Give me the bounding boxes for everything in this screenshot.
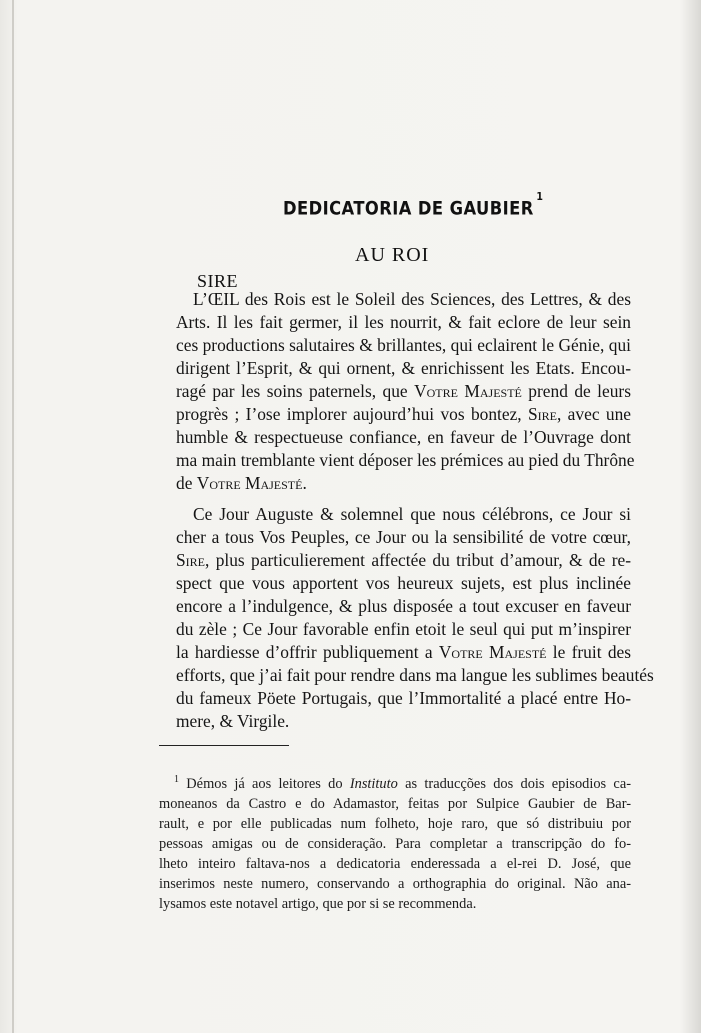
footnote-divider <box>159 745 289 746</box>
dedication-subtitle: AU ROI <box>355 244 430 266</box>
footnote-line: lheto inteiro faltava-nos a dedicatoria enderessada a el-rei D. José, que <box>159 855 631 872</box>
text-line: L’ŒIL des Rois est le Soleil des Sciences, des Lettres, & des <box>193 289 631 309</box>
text-line: spect que vous apportent vos heureux sujets, est plus inclinée <box>176 573 631 593</box>
footnote-line: $^1$ Démos já aos leitores do Instituto as traducções dos dois episodios ca- <box>174 774 632 792</box>
text-line: encore a l’indulgence, & plus disposée a tout excuser en faveur <box>176 596 631 616</box>
text-line: du fameux Pöete Portugais, que l’Immortalité a placé entre Ho- <box>176 688 631 708</box>
text-line: efforts, que j’ai fait pour rendre dans ma langue les sublimes beautés <box>176 665 654 685</box>
footnote-line: inserimos neste numero, conservando a orthographia do original. Não ana- <box>159 875 631 892</box>
text-line: du zèle ; Ce Jour favorable enfin etoit le seul qui put m’inspirer <box>176 619 631 639</box>
footnote-line: lysamos este notavel artigo, que por si se recommenda. <box>159 895 477 912</box>
footnote <box>159 770 631 914</box>
text-line: Arts. Il les fait germer, il les nourrit, & fait eclore de leur sein <box>176 312 631 332</box>
paragraph-2 <box>159 503 654 733</box>
footnote-line: rault, e por elle publicadas num folheto, hoje raro, que só distribuiu por <box>159 815 631 832</box>
text-line: de Votre Majesté. <box>176 473 307 493</box>
text-line: ces productions salutaires & brillantes, qui eclairent le Génie, qui <box>176 335 631 355</box>
text-line: progrès ; I’ose implorer aujourd’hui vos bontez, Sire, avec une <box>176 404 631 424</box>
text-line: ragé par les soins paternels, que Votre Majesté prend de leurs <box>176 381 631 401</box>
title-footnote-mark[interactable]: 1 <box>536 190 544 203</box>
dedication-body <box>159 288 654 740</box>
text-line: humble & respectueuse confiance, en faveur de l’Ouvrage dont <box>176 427 631 447</box>
text-line: dirigent l’Esprit, & qui ornent, & enrichissent les Etats. Encou- <box>176 358 631 378</box>
text-line: mere, & Virgile. <box>176 711 290 731</box>
page-gutter-shadow <box>12 0 14 1033</box>
text-line: Sire, plus particulierement affectée du tribut d’amour, & de re- <box>176 550 631 570</box>
paragraph-1 <box>159 288 635 495</box>
text-line: ma main tremblante vient déposer les prémices au pied du Thrône <box>176 450 635 470</box>
page-title <box>283 190 544 220</box>
title-text: DEDICATORIA DE GAUBIER <box>283 197 534 220</box>
salutation: SIRE <box>197 271 239 291</box>
text-line: la hardiesse d’offrir publiquement a Votre Majesté le fruit des <box>176 642 632 662</box>
text-line: cher a tous Vos Peuples, ce Jour ou la sensibilité de votre cœur, <box>176 527 631 547</box>
footnote-line: pessoas amigas ou de consideração. Para completar a transcripção do fo- <box>159 835 631 852</box>
footnote-line: moneanos da Castro e do Adamastor, feitas por Sulpice Gaubier de Bar- <box>159 795 631 812</box>
text-line: Ce Jour Auguste & solemnel que nous célébrons, ce Jour si <box>193 504 631 524</box>
